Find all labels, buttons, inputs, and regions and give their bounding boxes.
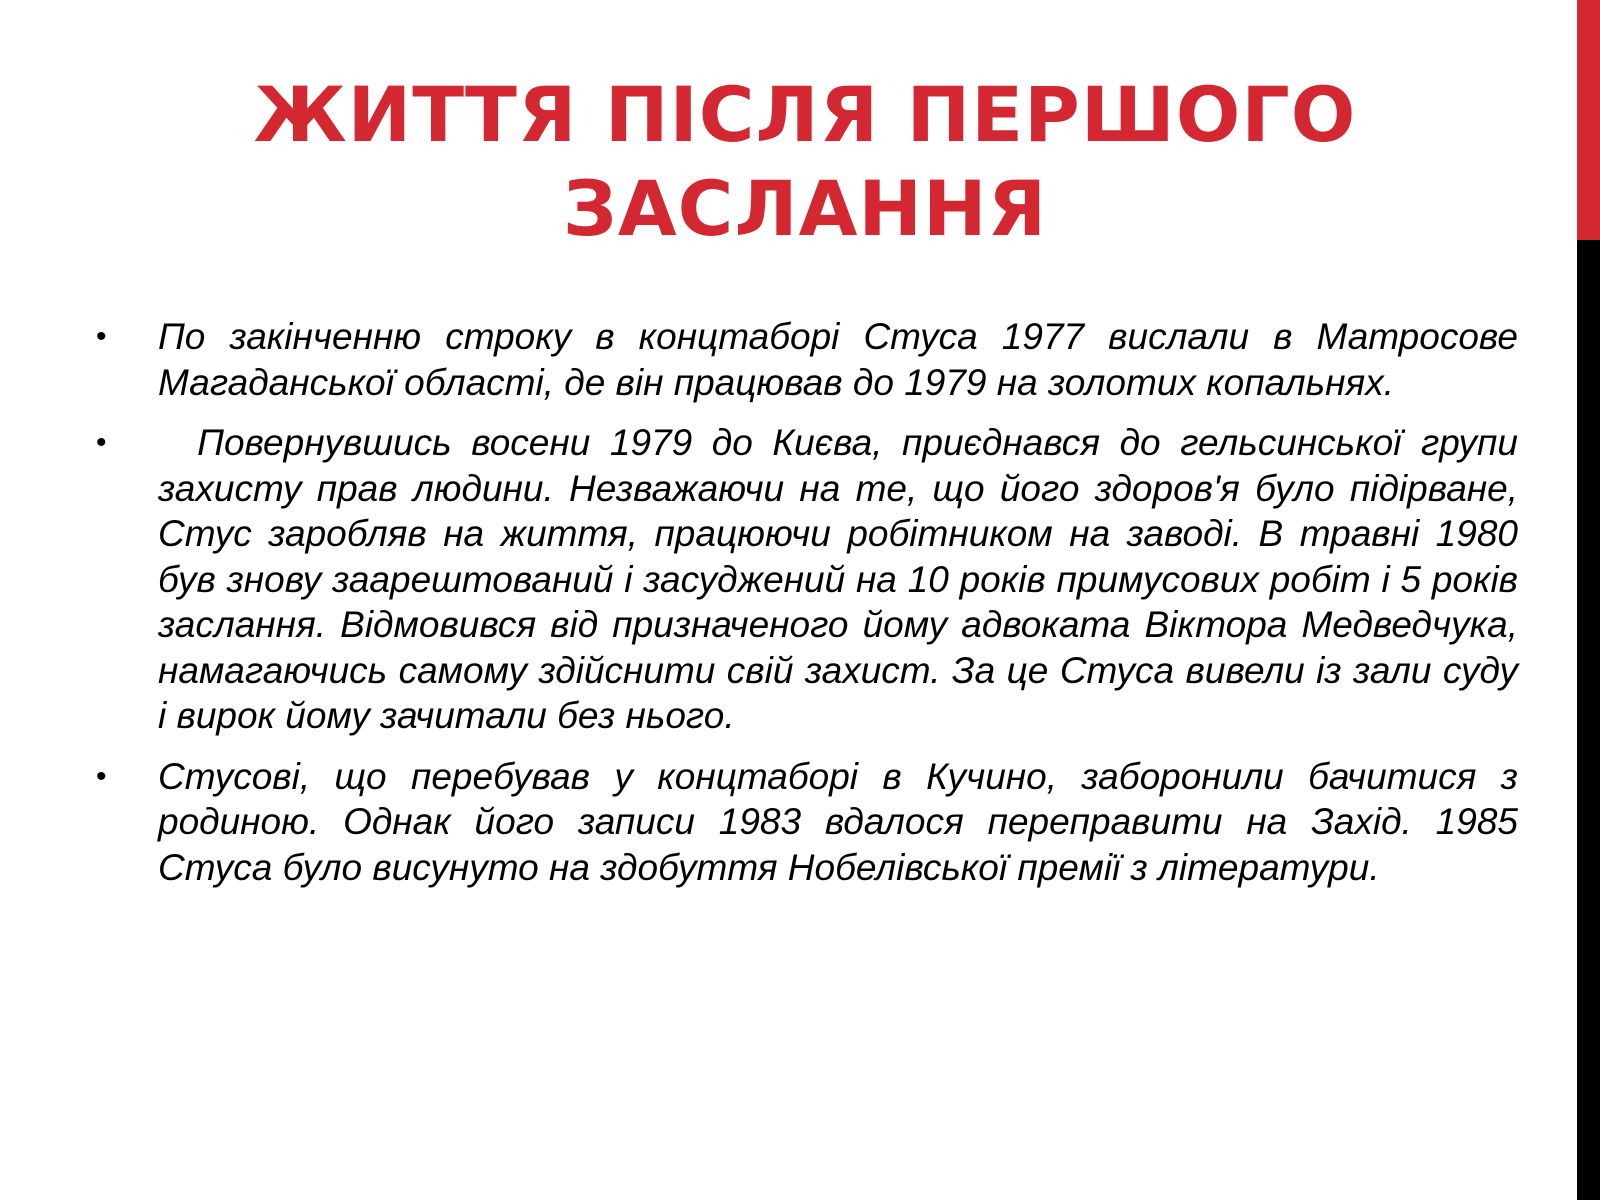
bullet-marker: • xyxy=(96,320,107,353)
bullet-item-1 xyxy=(96,314,1518,405)
bullet-item-2 xyxy=(96,420,1529,739)
bullet-text: Повернувшись восени 1979 до Києва, приєднався до гельсинської групи захисту прав людини. Незважаючи на те, що його здоров'я було підірване, Стус заробляв на життя, працюючи робітником на заводі. В травні 1980 був знову заарештований і засуджений на 10 років примусових робіт і 5 років заслання. Відмовився від призначеного йому адвоката Віктора Медведчука, намагаючись самому здійснити свій захист. За це Стуса вивели із зали суду і вирок йому зачитали без нього. xyxy=(158,422,1529,736)
bullet-list xyxy=(96,314,1529,905)
bullet-marker: • xyxy=(96,759,107,793)
accent-side-bar xyxy=(1577,0,1600,240)
bullet-text: Стусові, що перебував у концтаборі в Кучино, заборонили бачитися з родиною. Однак його записи 1983 вдалося переправити на Захід. 1985 Стуса було висунуто на здобуття Нобелівської премії з літератури. xyxy=(158,755,1518,888)
bullet-item-3 xyxy=(96,754,1518,891)
dark-side-bar xyxy=(1577,240,1600,1200)
bullet-text: По закінченню строку в концтаборі Стуса 1977 вислали в Матросове Магаданської області, де він працював до 1979 на золотих копальнях. xyxy=(158,316,1518,403)
bullet-marker: • xyxy=(96,426,107,459)
slide-title: ЖИТТЯ ПІСЛЯ ПЕРШОГО ЗАСЛАННЯ xyxy=(253,70,1357,253)
